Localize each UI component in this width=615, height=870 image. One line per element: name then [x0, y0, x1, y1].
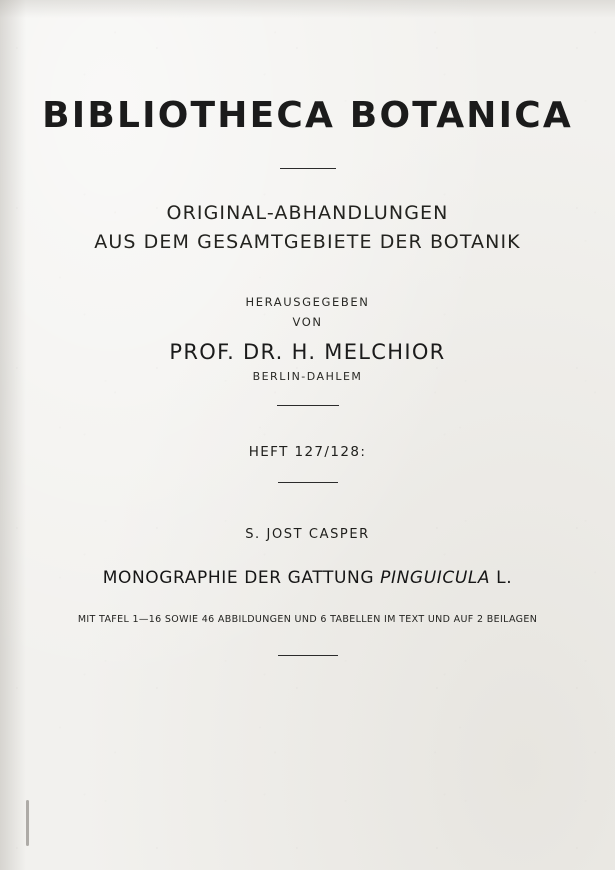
work-title-genus: PINGUICULA	[380, 567, 491, 588]
author-name: S. JOST CASPER	[245, 526, 370, 542]
divider-rule-2	[277, 405, 339, 406]
work-title-prefix: MONOGRAPHIE DER GATTUNG	[102, 567, 381, 588]
issue-number: HEFT 127/128:	[248, 443, 367, 460]
editor-label-line-2: VON	[292, 315, 323, 330]
editor-name: PROF. DR. H. MELCHIOR	[169, 339, 446, 364]
divider-rule-3	[278, 482, 338, 483]
figures-note: MIT TAFEL 1—16 SOWIE 46 ABBILDUNGEN UND 6 TABELLEN IM TEXT UND AUF 2 BEILAGEN	[77, 613, 538, 625]
work-title	[0, 568, 615, 588]
divider-rule-1	[280, 168, 336, 169]
subtitle-line-2: AUS DEM GESAMTGEBIETE DER BOTANIK	[94, 231, 521, 254]
editor-label-line-1: HERAUSGEGEBEN	[245, 295, 370, 310]
work-title-suffix: L.	[490, 567, 513, 588]
subtitle-line-1: ORIGINAL-ABHANDLUNGEN	[166, 201, 449, 224]
series-title: BIBLIOTHECA BOTANICA	[42, 95, 573, 136]
divider-rule-4	[278, 655, 338, 656]
spine-mark	[26, 800, 29, 846]
editor-place: BERLIN-DAHLEM	[252, 369, 363, 383]
